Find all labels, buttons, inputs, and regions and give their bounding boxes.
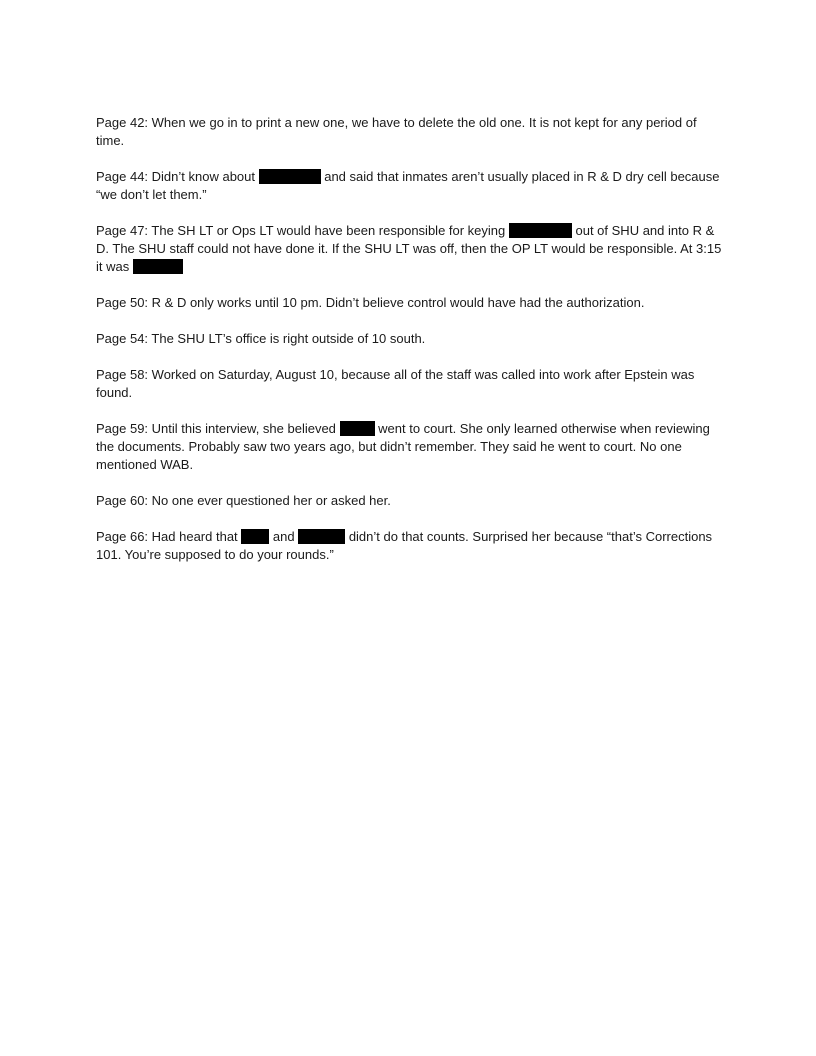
paragraph-text: Page 66: Had heard that: [96, 529, 242, 544]
paragraph-text: Page 44: Didn’t know about: [96, 169, 259, 184]
paragraph-text: Page 54: The SHU LT’s office is right outside of 10 south.: [96, 331, 426, 346]
paragraph-page-58: [96, 366, 726, 402]
paragraph-text: Page 42: When we go in to print a new one, we have to delete the old one. It is not kept for any period of time.: [96, 115, 697, 148]
paragraph-page-44: [96, 168, 726, 204]
paragraph-text: Page 47: The SH LT or Ops LT would have been responsible for keying: [96, 223, 509, 238]
paragraph-text: didn’t do that counts. Surprised her because “that’s Corrections 101. You’re supposed to do your rounds.”: [96, 529, 713, 562]
paragraph-text: out of SHU and into R & D. The SHU staff could not have done it. If the SHU LT was off, then the OP LT would be responsible. At 3:15 it was: [96, 223, 722, 274]
paragraph-page-50: [96, 294, 726, 312]
redaction-box: [509, 223, 572, 238]
paragraph-text: went to court. She only learned otherwise when reviewing the documents. Probably saw two years ago, but didn’t remember. They said he went to court. No one mentioned WAB.: [96, 421, 710, 472]
paragraph-text: Page 59: Until this interview, she believed: [96, 421, 340, 436]
paragraph-page-66: [96, 528, 726, 564]
paragraph-text: and: [269, 529, 299, 544]
redaction-box: [133, 259, 183, 274]
redaction-box: [259, 169, 321, 184]
paragraph-text: Page 58: Worked on Saturday, August 10, because all of the staff was called into work after Epstein was found.: [96, 367, 695, 400]
paragraph-text: Page 60: No one ever questioned her or asked her.: [96, 493, 391, 508]
paragraph-text: Page 50: R & D only works until 10 pm. Didn’t believe control would have had the authorization.: [96, 295, 645, 310]
redaction-box: [241, 529, 269, 544]
paragraph-page-42: [96, 114, 726, 150]
paragraph-page-54: [96, 330, 726, 348]
redaction-box: [340, 421, 375, 436]
paragraph-page-59: [96, 420, 726, 474]
paragraph-page-60: [96, 492, 726, 510]
paragraph-text: and said that inmates aren’t usually placed in R & D dry cell because “we don’t let them.”: [96, 169, 720, 202]
redaction-box: [298, 529, 345, 544]
paragraph-page-47: [96, 222, 726, 276]
document-page: [96, 114, 726, 582]
